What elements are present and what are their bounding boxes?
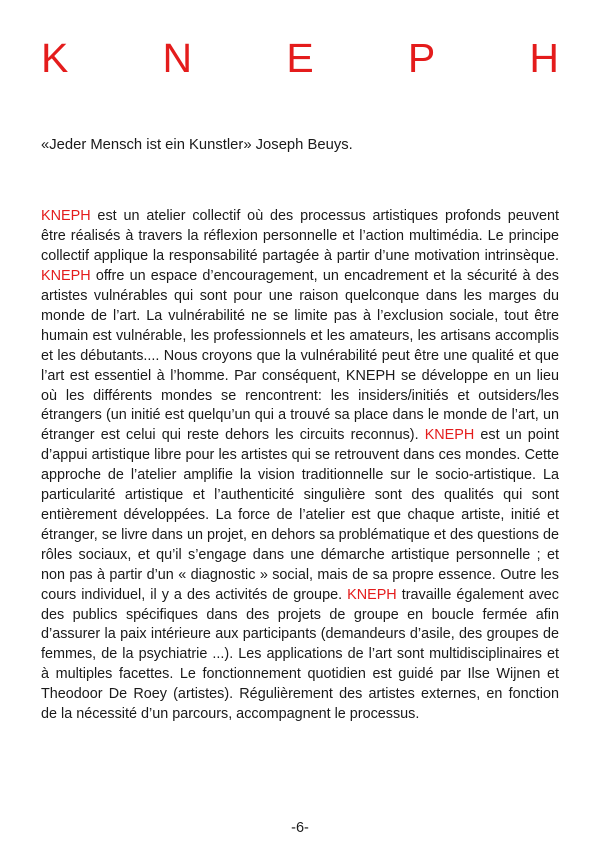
body-text: est un atelier collectif où des processus artistiques profonds peuvent être réalisés à travers la réflexion personnelle et l’action multimédia. Le principe collectif applique la responsabilité partagée à partir d’une motivation intrinsèque. xyxy=(41,208,559,265)
title-letter: P xyxy=(407,35,436,81)
body-text: travaille également avec des publics spécifiques dans des projets de groupe en boucle fermée afin d’assurer la paix intérieure aux participants (demandeurs d’asile, des groupes de femmes, de la psychiatrie ...). Les applications de l’art sont multidisciplinaires et à multiples facettes. Le fonctionnement quotidien est guidé par Ilse Wijnen et Theodoor De Roey (artistes). Régulièrement des artistes externes, en fonction de la nécessité d’un parcours, accompagnent le processus. xyxy=(41,586,559,723)
title-letter: K xyxy=(41,35,69,81)
page-number: -6- xyxy=(291,820,309,836)
brand-name: KNEPH xyxy=(41,208,91,225)
page-title xyxy=(41,35,559,81)
brand-name: KNEPH xyxy=(424,427,475,444)
body-text: offre un espace d’encouragement, un encadrement et la sécurité à des artistes vulnérables qui sont pour une raison quelconque dans les marges du monde de l’art. La vulnérabilité ne se limite pas à l’exclusion sociale, tout être humain est vulnérable, les professionnels et les amateurs, les artisans accomplis et les débutants.... Nous croyons que la vulnérabilité peut être une qualité et que l’art est essentiel à l’homme. Par conséquent, KNEPH se développe en un lieu où les différents mondes se rencontrent: les insiders/initiés et outsiders/les étrangers (un initié est quelqu’un qui a trouvé sa place dans le monde de l’art, un étranger est celui qui reste dehors les circuits reconnus). xyxy=(41,268,559,444)
brand-name: KNEPH xyxy=(347,586,397,603)
title-letter: E xyxy=(286,35,314,81)
body-text: est un point d’appui artistique libre pour les artistes qui se retrouvent dans ces mondes. Cette approche de l’atelier amplifie la vision traditionnelle sur le socio-artistique. La particularité artistique et l’authenticité singulière sont des qualités qui sont entièrement développées. La force de l’atelier est que chaque artiste, initié et étranger, se livre dans un projet, en dehors sa problématique et des questions de rôles sociaux, et qu’il s’engage dans une démarche artistique personnelle ; et non pas à partir d’un « diagnostic » social, mais de sa propre essence. Outre les cours individuel, il y a des activités de groupe. xyxy=(41,427,560,603)
body-paragraph xyxy=(41,207,559,725)
title-letter: H xyxy=(529,35,559,81)
title-letter: N xyxy=(162,35,193,81)
epigraph-quote: «Jeder Mensch ist ein Kunstler» Joseph Beuys. xyxy=(41,137,353,153)
brand-name: KNEPH xyxy=(41,268,91,285)
